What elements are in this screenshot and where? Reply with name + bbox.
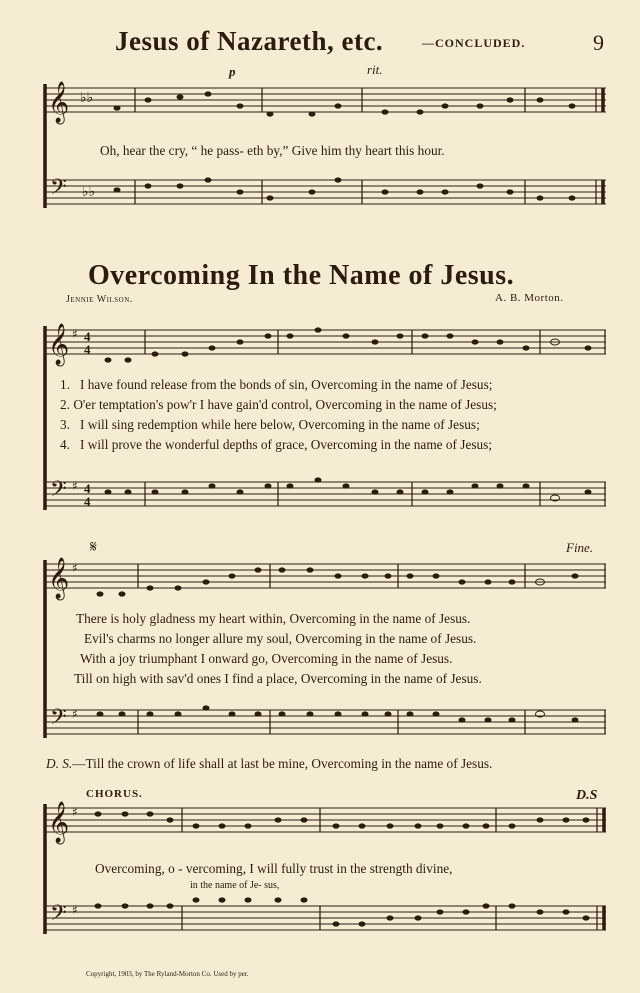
time-sig-bottom: 4: [84, 342, 91, 357]
treble-clef-icon: 𝄞: [48, 802, 70, 843]
fine-mark: Fine.: [566, 540, 594, 555]
svg-text:♯: ♯: [72, 707, 78, 721]
treble-clef-icon: 𝄞: [48, 82, 70, 123]
ritardando-mark: rit.: [367, 62, 383, 77]
svg-text:♯: ♯: [72, 327, 78, 341]
hymn1-concluded: —CONCLUDED.: [422, 36, 526, 50]
chorus-ds-mark: D.S: [576, 788, 598, 803]
hymn1-lyrics: Oh, hear the cry, “ he pass- eth by,” Give him thy heart this hour.: [100, 143, 445, 158]
chorus-sub-lyrics: in the name of Je- sus,: [190, 880, 280, 891]
author-name: Jennie Wilson.: [66, 294, 133, 305]
verse-2-line-1: [60, 397, 497, 413]
verse-4-line-2: Till on high with sav'd ones I find a place, Overcoming in the name of Jesus.: [74, 671, 482, 686]
chorus-score: [0, 796, 640, 966]
hymn1-bass-staff: [46, 180, 606, 204]
verse-2-number: 2.: [60, 397, 70, 412]
ds-label: D. S.: [46, 756, 73, 771]
copyright-notice: Copyright, 1903, by The Ryland-Morton Co. Used by per.: [86, 970, 249, 978]
hymn2-title: Overcoming In the Name of Jesus.: [88, 260, 515, 291]
svg-text:4: 4: [84, 494, 91, 509]
verse-2-line-2: Evil's charms no longer allure my soul, Overcoming in the name of Jesus.: [84, 631, 477, 646]
bass-clef-icon: 𝄢: [50, 901, 67, 931]
verse-1-number: 1.: [60, 377, 70, 392]
time-sig-top: 4: [84, 329, 91, 344]
dynamic-piano: p: [229, 64, 236, 79]
verse-3-text: I will sing redemption while here below, Overcoming in the name of Jesus;: [79, 417, 480, 432]
verse-2-text: O'er temptation's pow'r I have gain'd control, Overcoming in the name of Jesus;: [73, 397, 497, 412]
svg-text:♯: ♯: [72, 479, 78, 493]
page-number: 9: [593, 30, 604, 55]
composer-name: A. B. Morton.: [495, 292, 564, 304]
segno-icon: 𝄋: [90, 537, 97, 556]
bass-clef-icon: 𝄢: [50, 705, 67, 735]
verse-1-line-1: [60, 377, 492, 393]
hymn1-treble-staff: [46, 88, 606, 112]
verse-1-text: I have found release from the bonds of sin, Overcoming in the name of Jesus;: [79, 377, 493, 392]
treble-clef-icon: 𝄞: [48, 558, 70, 599]
treble-clef-icon: 𝄞: [48, 324, 70, 365]
ds-text: —Till the crown of life shall at last be mine, Overcoming in the name of Jesus.: [72, 756, 493, 771]
verse-3-line-1: [60, 417, 480, 433]
svg-text:♭♭: ♭♭: [82, 184, 96, 200]
bass-clef-icon: 𝄢: [50, 477, 67, 507]
verse-1-line-2: There is holy gladness my heart within, Overcoming in the name of Jesus.: [76, 611, 471, 626]
verse-3-number: 3.: [60, 417, 70, 432]
svg-text:♭♭: ♭♭: [80, 90, 94, 106]
svg-text:4: 4: [84, 481, 91, 496]
bass-clef-icon: 𝄢: [50, 175, 67, 205]
verse-3-line-2: With a joy triumphant I onward go, Overcoming in the name of Jesus.: [80, 651, 453, 666]
svg-text:♯: ♯: [72, 805, 78, 819]
verse-4-number: 4.: [60, 437, 70, 452]
svg-text:♯: ♯: [72, 903, 78, 917]
chorus-lyrics: Overcoming, o - vercoming, I will fully trust in the strength divine,: [95, 861, 453, 876]
chorus-label: CHORUS.: [86, 788, 143, 800]
svg-text:♯: ♯: [72, 561, 78, 575]
verse-4-text: I will prove the wonderful depths of grace, Overcoming in the name of Jesus;: [79, 437, 493, 452]
hymn1-title: Jesus of Nazareth, etc.: [115, 26, 384, 56]
verse-4-line-1: [60, 437, 492, 453]
ds-line: [46, 756, 492, 772]
